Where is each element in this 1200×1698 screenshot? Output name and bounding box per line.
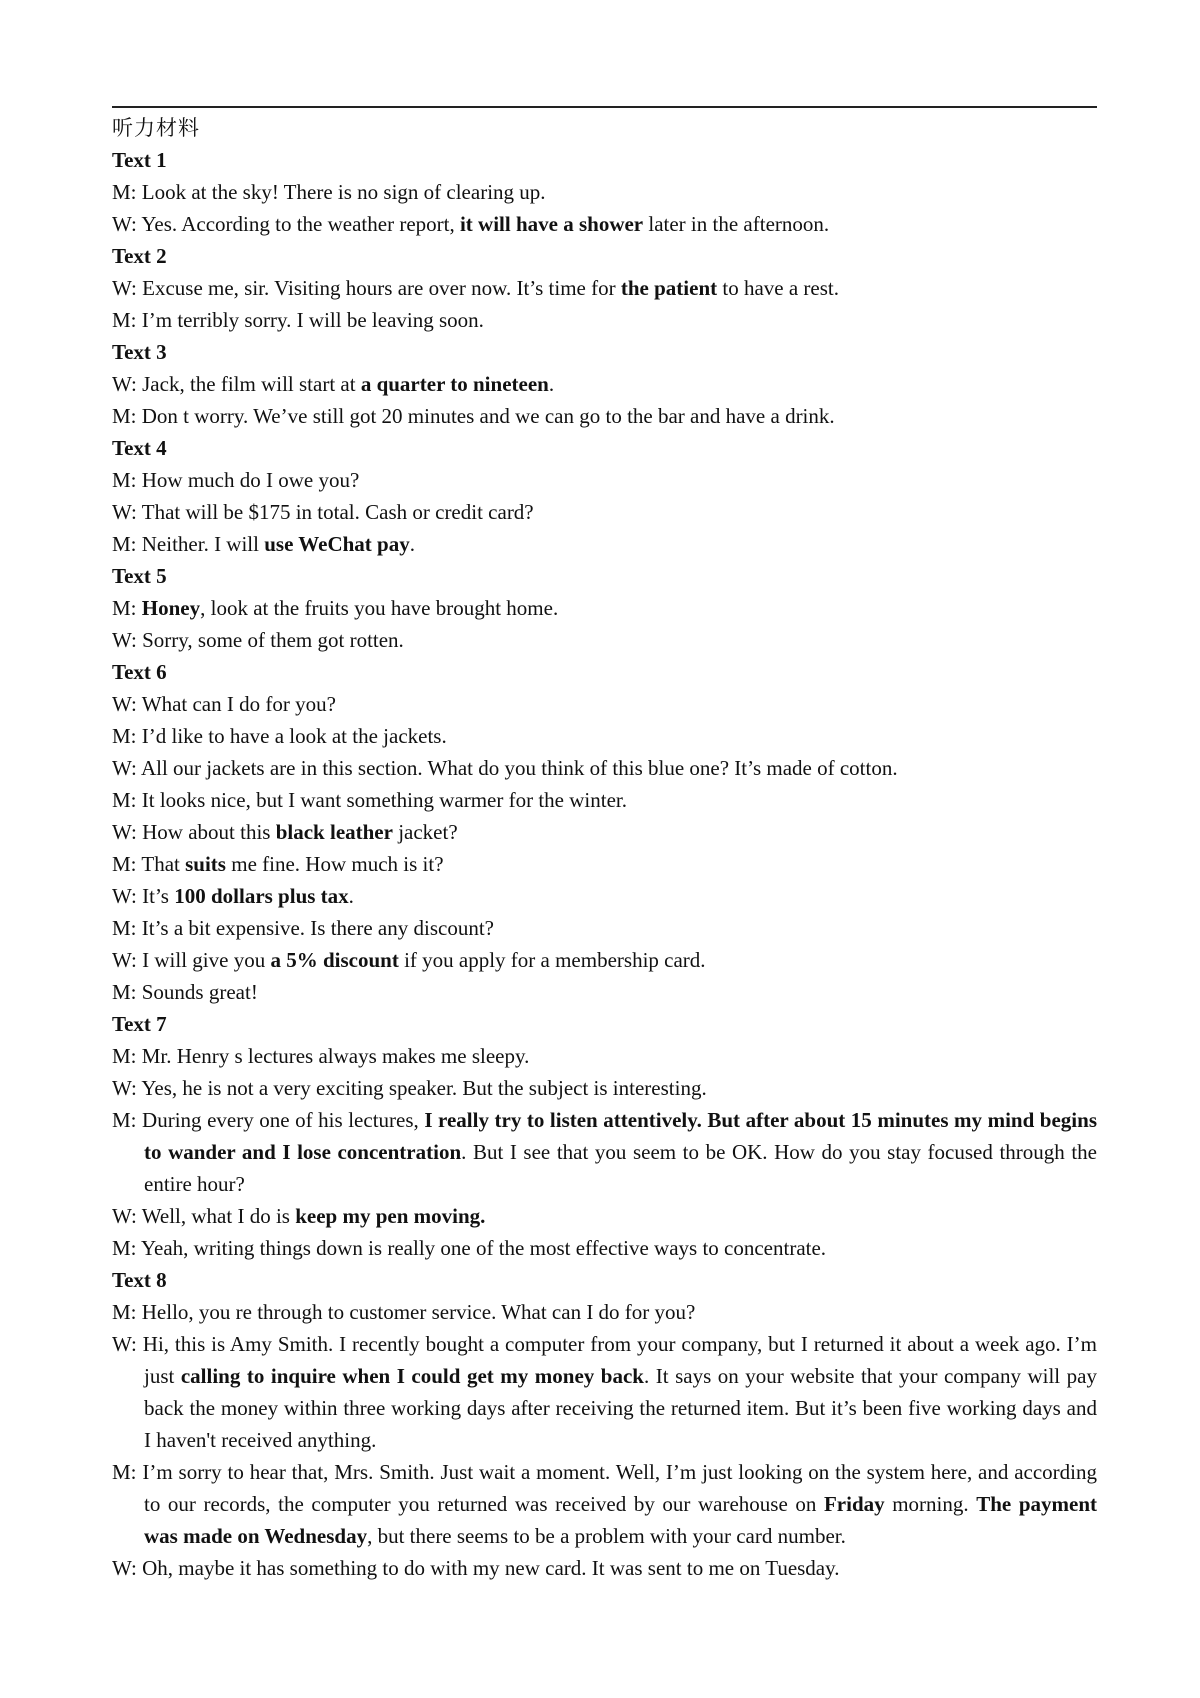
dialogue-line [112, 1456, 1097, 1552]
dialogue-text: M: Look at the sky! There is no sign of clearing up. [112, 180, 546, 204]
dialogue-text: M: I’m terribly sorry. I will be leaving soon. [112, 308, 484, 332]
dialogue-text: if you apply for a membership card. [398, 948, 706, 972]
page-heading: 听力材料 [112, 116, 200, 140]
dialogue-text: jacket? [392, 820, 458, 844]
emphasized-text: the patient [620, 276, 718, 300]
dialogue-text: me fine. How much is it? [225, 852, 444, 876]
dialogue-line [112, 752, 1097, 784]
emphasized-text: black leather [275, 820, 393, 844]
dialogue-text: W: I will give you [112, 948, 271, 972]
dialogue-text: . [548, 372, 555, 396]
section-title: Text 2 [112, 244, 167, 268]
dialogue-text: M: Neither. I will [112, 532, 265, 556]
dialogue-text: W: How about this [112, 820, 276, 844]
dialogue-line [112, 592, 1097, 624]
dialogue-text: morning. [884, 1492, 977, 1516]
dialogue-line [112, 1328, 1097, 1456]
emphasized-text: use WeChat pay [264, 532, 410, 556]
section-title: Text 1 [112, 148, 167, 172]
dialogue-line [112, 624, 1097, 656]
emphasized-text: a quarter to nineteen [360, 372, 549, 396]
emphasized-text: suits [185, 852, 226, 876]
section-title: Text 5 [112, 564, 167, 588]
dialogue-text: M: Yeah, writing things down is really one of the most effective ways to concentrate. [112, 1236, 827, 1260]
dialogue-text: M: It’s a bit expensive. Is there any discount? [112, 916, 494, 940]
dialogue-line [112, 304, 1097, 336]
section-title: Text 3 [112, 340, 167, 364]
dialogue-line [112, 400, 1097, 432]
dialogue-line [112, 720, 1097, 752]
dialogue-text: later in the afternoon. [643, 212, 830, 236]
transcript-section [112, 1264, 1097, 1584]
transcript-section [112, 656, 1097, 1008]
transcript-sections [112, 144, 1097, 1584]
dialogue-line [112, 496, 1097, 528]
dialogue-text: M: It looks nice, but I want something warmer for the winter. [112, 788, 627, 812]
dialogue-text: . [348, 884, 354, 908]
dialogue-line [112, 944, 1097, 976]
dialogue-text: M: [112, 596, 142, 620]
dialogue-line [112, 1296, 1097, 1328]
dialogue-line [112, 848, 1097, 880]
dialogue-text: W: Well, what I do is [112, 1204, 296, 1228]
dialogue-text: W: All our jackets are in this section. What do you think of this blue one? It’s made of cotton. [112, 756, 898, 780]
dialogue-text: . But I see that you seem to be OK. How do you stay focused through the entire hour? [144, 1140, 1097, 1196]
top-rule [112, 106, 1097, 108]
dialogue-line [112, 528, 1097, 560]
emphasized-text: it will have a shower [459, 212, 644, 236]
dialogue-text: W: Yes, he is not a very exciting speaker. But the subject is interesting. [112, 1076, 707, 1100]
dialogue-text: M: During every one of his lectures, [112, 1108, 425, 1132]
dialogue-text: M: How much do I owe you? [112, 468, 360, 492]
dialogue-text: , look at the fruits you have brought home. [200, 596, 559, 620]
transcript-section [112, 560, 1097, 656]
dialogue-text: . It says on your website that your company will pay back the money within three working days after receiving the returned item. But it’s been five working days and I haven't received anything. [144, 1364, 1097, 1452]
dialogue-line [112, 176, 1097, 208]
section-title: Text 6 [112, 660, 167, 684]
dialogue-text: W: What can I do for you? [112, 692, 336, 716]
dialogue-text: M: Sounds great! [112, 980, 258, 1004]
dialogue-line [112, 816, 1097, 848]
dialogue-line [112, 272, 1097, 304]
dialogue-line [112, 464, 1097, 496]
dialogue-text: W: Hi, this is Amy Smith. I recently bought a computer from your company, but I returned it about a week ago. I’m just [112, 1332, 1097, 1388]
dialogue-text: W: Yes. According to the weather report, [112, 212, 460, 236]
dialogue-text: W: Excuse me, sir. Visiting hours are over now. It’s time for [112, 276, 621, 300]
dialogue-text: M: I’m sorry to hear that, Mrs. Smith. Just wait a moment. Well, I’m just looking on the system here, and according to our records, the computer you returned was received by our warehouse on [112, 1460, 1097, 1516]
dialogue-line [112, 368, 1097, 400]
dialogue-line [112, 880, 1097, 912]
emphasized-text: 100 dollars plus tax [174, 884, 349, 908]
transcript-section [112, 144, 1097, 240]
dialogue-text: M: Mr. Henry s lectures always makes me sleepy. [112, 1044, 530, 1068]
dialogue-text: M: I’d like to have a look at the jackets. [112, 724, 447, 748]
dialogue-text: M: Don t worry. We’ve still got 20 minutes and we can go to the bar and have a drink. [112, 404, 835, 428]
dialogue-line [112, 1072, 1097, 1104]
dialogue-line [112, 784, 1097, 816]
dialogue-text: W: Oh, maybe it has something to do with my new card. It was sent to me on Tuesday. [112, 1556, 840, 1580]
dialogue-line [112, 1104, 1097, 1200]
emphasized-text: calling to inquire when I could get my money back [180, 1364, 644, 1388]
emphasized-text: The payment was made on Wednesday [144, 1492, 1097, 1548]
section-title: Text 8 [112, 1268, 167, 1292]
section-title: Text 7 [112, 1012, 167, 1036]
dialogue-text: W: Sorry, some of them got rotten. [112, 628, 404, 652]
dialogue-text: W: It’s [112, 884, 175, 908]
dialogue-text: M: Hello, you re through to customer service. What can I do for you? [112, 1300, 696, 1324]
emphasized-text: keep my pen moving. [295, 1204, 486, 1228]
transcript-section [112, 1008, 1097, 1264]
dialogue-text: to have a rest. [717, 276, 839, 300]
dialogue-line [112, 976, 1097, 1008]
emphasized-text: a 5% discount [270, 948, 399, 972]
transcript-section [112, 432, 1097, 560]
dialogue-text: M: That [112, 852, 186, 876]
dialogue-line [112, 688, 1097, 720]
dialogue-text: , but there seems to be a problem with your card number. [367, 1524, 846, 1548]
dialogue-text: W: Jack, the film will start at [112, 372, 361, 396]
emphasized-text: Friday [823, 1492, 885, 1516]
document-page [112, 106, 1097, 1584]
dialogue-line [112, 912, 1097, 944]
dialogue-text: W: That will be $175 in total. Cash or credit card? [112, 500, 534, 524]
dialogue-line [112, 1200, 1097, 1232]
emphasized-text: I really try to listen attentively. But after about 15 minutes my mind begins to wander and I lose concentration [144, 1108, 1097, 1164]
section-title: Text 4 [112, 436, 167, 460]
dialogue-line [112, 1232, 1097, 1264]
dialogue-line [112, 1040, 1097, 1072]
transcript-section [112, 240, 1097, 336]
dialogue-line [112, 1552, 1097, 1584]
dialogue-text: . [409, 532, 415, 556]
transcript-section [112, 336, 1097, 432]
emphasized-text: Honey [141, 596, 201, 620]
dialogue-line [112, 208, 1097, 240]
